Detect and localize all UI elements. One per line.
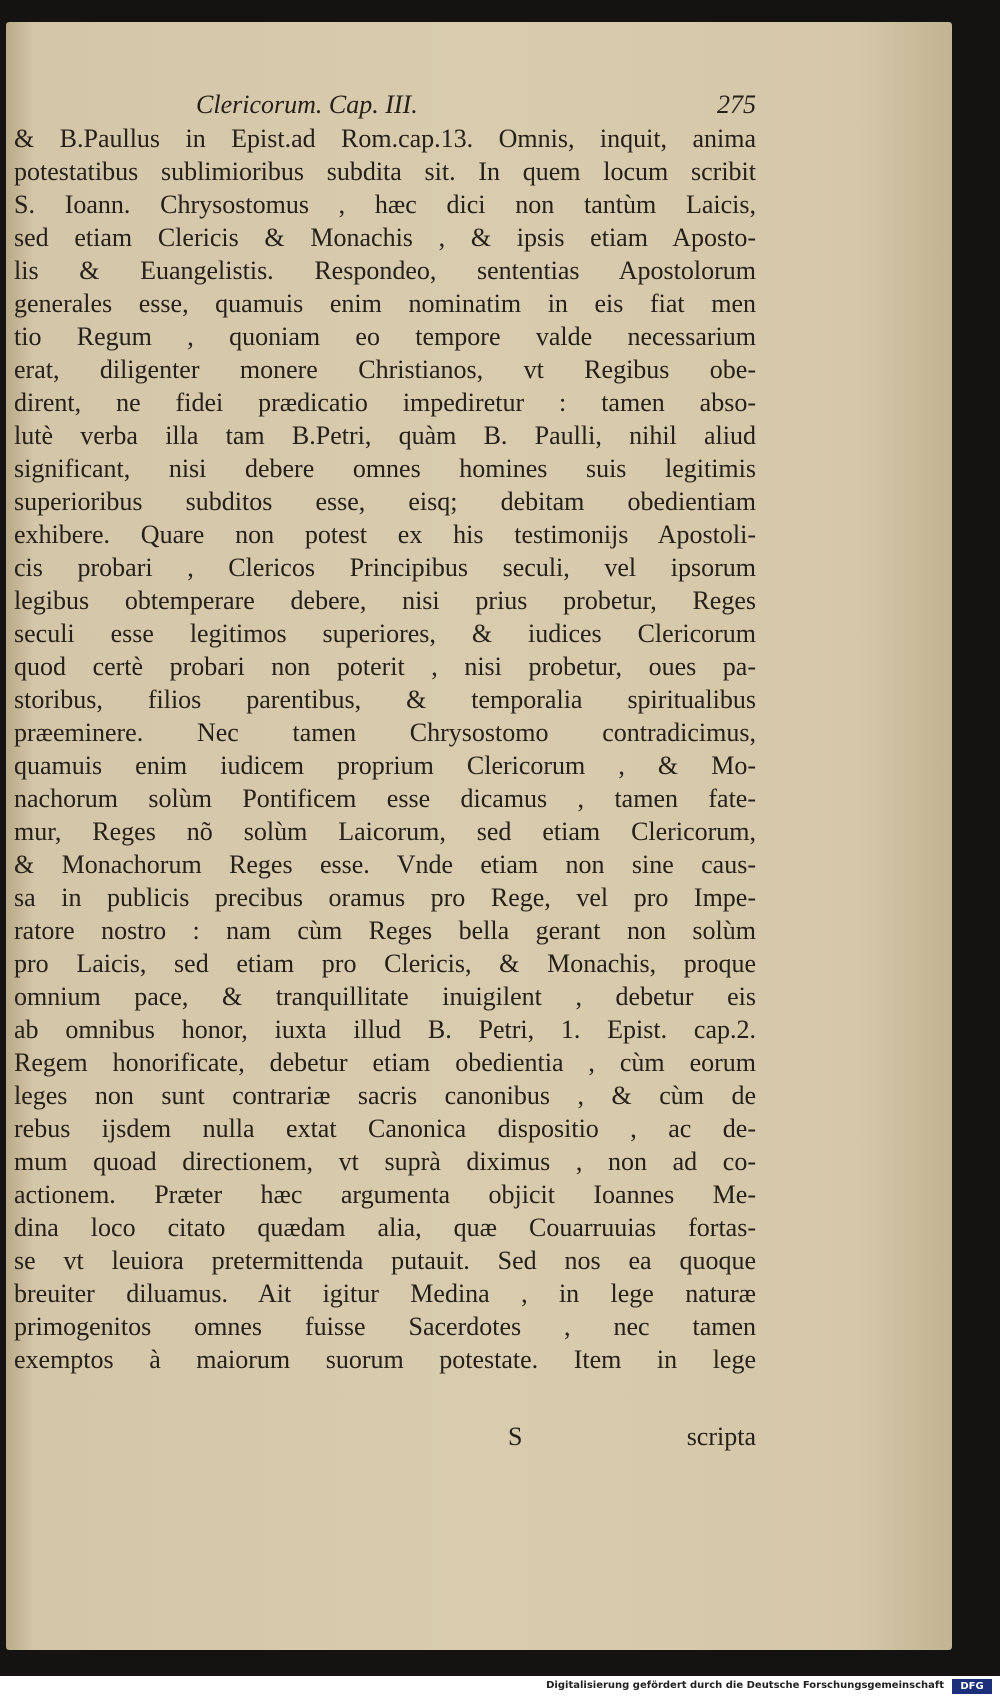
text-line: rebus ijsdem nulla extat Canonica dispositio , ac de-: [14, 1114, 756, 1143]
text-line: dirent, ne fidei prædicatio impediretur : tamen abso-: [14, 388, 756, 417]
text-line: erat, diligenter monere Christianos, vt Regibus obe-: [14, 355, 756, 384]
running-head-title: Clericorum. Cap. III.: [196, 90, 418, 119]
text-line: storibus, filios parentibus, & temporalia spiritualibus: [14, 685, 756, 714]
text-line: leges non sunt contrariæ sacris canonibus , & cùm de: [14, 1081, 756, 1110]
text-line: tio Regum , quoniam eo tempore valde necessarium: [14, 322, 756, 351]
text-line: cis probari , Clericos Principibus seculi, vel ipsorum: [14, 553, 756, 582]
text-line: nachorum solùm Pontificem esse dicamus , tamen fate-: [14, 784, 756, 813]
text-line: exemptos à maiorum suorum potestate. Item in lege: [14, 1345, 756, 1374]
text-line: Regem honorificate, debetur etiam obedientia , cùm eorum: [14, 1048, 756, 1077]
text-line: lutè verba illa tam B.Petri, quàm B. Paulli, nihil aliud: [14, 421, 756, 450]
text-line: quamuis enim iudicem proprium Clericorum , & Mo-: [14, 751, 756, 780]
credit-bar: [0, 1676, 1000, 1697]
text-line: generales esse, quamuis enim nominatim in eis fiat men: [14, 289, 756, 318]
catchword: scripta: [686, 1422, 756, 1451]
text-line: præeminere. Nec tamen Chrysostomo contradicimus,: [14, 718, 756, 747]
text-line: dina loco citato quædam alia, quæ Couarruuias fortas-: [14, 1213, 756, 1242]
text-line: ratore nostro : nam cùm Reges bella gerant non solùm: [14, 916, 756, 945]
dfg-logo: DFG: [952, 1679, 992, 1694]
text-line: significant, nisi debere omnes homines suis legitimis: [14, 454, 756, 483]
book-page: [6, 22, 952, 1650]
text-line: legibus obtemperare debere, nisi prius probetur, Reges: [14, 586, 756, 615]
text-line: primogenitos omnes fuisse Sacerdotes , nec tamen: [14, 1312, 756, 1341]
text-line: mur, Reges nõ solùm Laicorum, sed etiam Clericorum,: [14, 817, 756, 846]
text-line: quod certè probari non poterit , nisi probetur, oues pa-: [14, 652, 756, 681]
text-line: actionem. Præter hæc argumenta objicit Ioannes Me-: [14, 1180, 756, 1209]
page-number: 275: [717, 90, 756, 119]
signature-mark: S: [508, 1422, 523, 1451]
text-line: pro Laicis, sed etiam pro Clericis, & Monachis, proque: [14, 949, 756, 978]
text-line: mum quoad directionem, vt suprà diximus , non ad co-: [14, 1147, 756, 1176]
running-head: [196, 88, 756, 121]
text-line: superioribus subditos esse, eisq; debitam obedientiam: [14, 487, 756, 516]
text-line: sa in publicis precibus oramus pro Rege, vel pro Impe-: [14, 883, 756, 912]
text-line: lis & Euangelistis. Respondeo, sententias Apostolorum: [14, 256, 756, 285]
text-line: seculi esse legitimos superiores, & iudices Clericorum: [14, 619, 756, 648]
text-line: sed etiam Clericis & Monachis , & ipsis etiam Aposto-: [14, 223, 756, 252]
text-line: ab omnibus honor, iuxta illud B. Petri, 1. Epist. cap.2.: [14, 1015, 756, 1044]
text-line: omnium pace, & tranquillitate inuigilent , debetur eis: [14, 982, 756, 1011]
text-line: se vt leuiora pretermittenda putauit. Sed nos ea quoque: [14, 1246, 756, 1275]
text-line: exhibere. Quare non potest ex his testimonijs Apostoli-: [14, 520, 756, 549]
text-line: & Monachorum Reges esse. Vnde etiam non sine caus-: [14, 850, 756, 879]
text-line: & B.Paullus in Epist.ad Rom.cap.13. Omnis, inquit, anima: [14, 124, 756, 153]
text-line: potestatibus sublimioribus subdita sit. In quem locum scribit: [14, 157, 756, 186]
text-line: breuiter diluamus. Ait igitur Medina , in lege naturæ: [14, 1279, 756, 1308]
text-line: S. Ioann. Chrysostomus , hæc dici non tantùm Laicis,: [14, 190, 756, 219]
footer-credit: Digitalisierung gefördert durch die Deutsche Forschungsgemeinschaft: [546, 1680, 944, 1691]
